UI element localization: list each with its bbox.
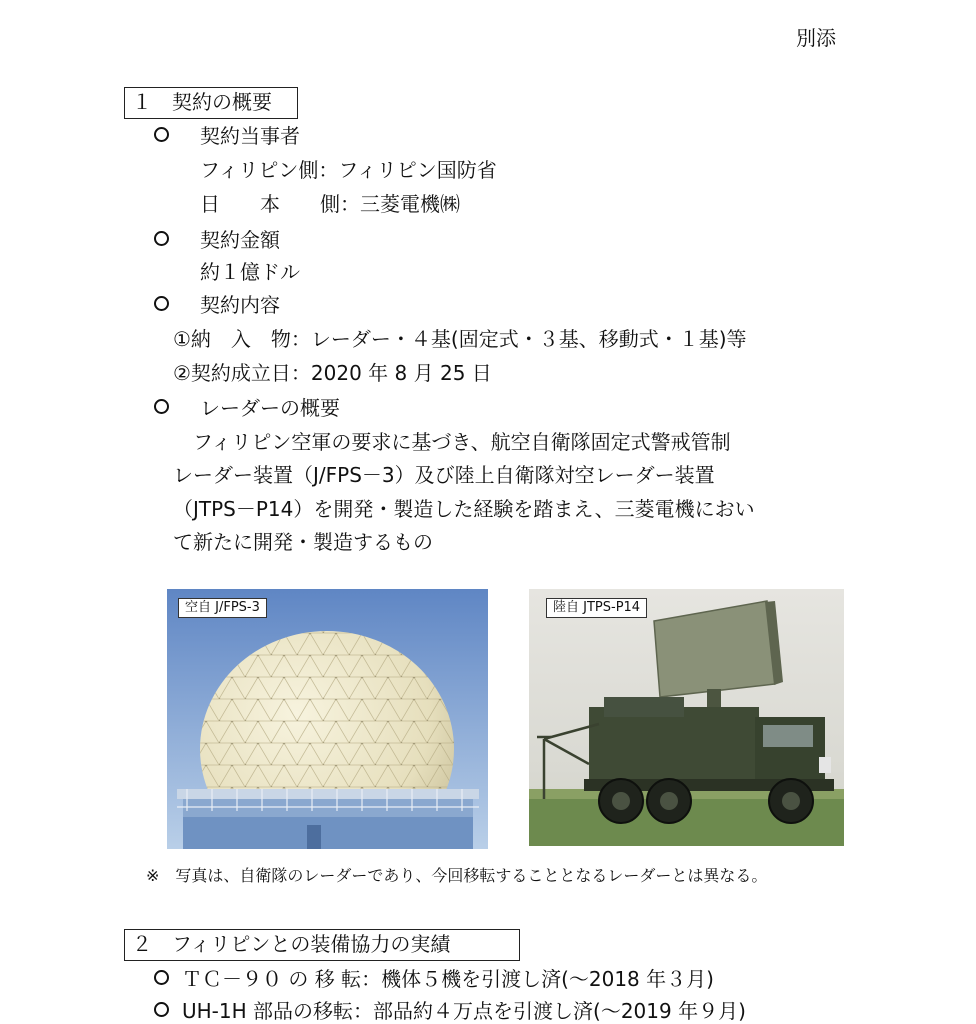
item-title-content: 契約内容	[200, 293, 280, 317]
item-title-radar-overview: レーダーの概要	[200, 396, 340, 420]
photo-note: ※ 写真は、自衛隊のレーダーであり、今回移転することとなるレーダーとは異なる。	[146, 866, 768, 885]
item-title-amount: 契約金額	[200, 228, 280, 252]
content-date: ②契約成立日：2020 年 8 月 25 日	[173, 361, 492, 385]
radar-overview-line: レーダー装置（J/FPS－3）及び陸上自衛隊対空レーダー装置	[173, 463, 715, 487]
photo-label-jtps-p14: 陸自 JTPS-P14	[546, 598, 647, 618]
photo-jfps3	[167, 589, 488, 849]
photo-jtps-p14	[529, 589, 844, 846]
bullet-icon	[154, 399, 169, 414]
bullet-icon	[154, 970, 169, 985]
radome-image	[167, 589, 488, 849]
section2-heading: ２ フィリピンとの装備協力の実績	[132, 932, 451, 956]
section1-heading: １ 契約の概要	[132, 90, 272, 114]
bullet-icon	[154, 1002, 169, 1017]
bullet-icon	[154, 127, 169, 142]
truck-radar-image	[529, 589, 844, 846]
radar-overview-line: て新たに開発・製造するもの	[173, 530, 433, 554]
attachment-label: 別添	[796, 26, 836, 50]
content-delivery: ①納 入 物：レーダー・４基(固定式・３基、移動式・１基)等	[173, 327, 747, 351]
cooperation-uh1h: UH-1H 部品の移転：部品約４万点を引渡し済(～2019 年９月)	[182, 999, 746, 1023]
bullet-icon	[154, 231, 169, 246]
parties-japan: 日 本 側：三菱電機㈱	[200, 192, 460, 216]
photo-label-jfps3: 空自 J/FPS-3	[178, 598, 267, 618]
radar-overview-line: フィリピン空軍の要求に基づき、航空自衛隊固定式警戒管制	[173, 430, 731, 454]
radar-overview-line: （JTPS－P14）を開発・製造した経験を踏まえ、三菱電機におい	[173, 497, 755, 521]
amount-value: 約１億ドル	[200, 260, 300, 284]
parties-philippines: フィリピン側：フィリピン国防省	[200, 158, 497, 182]
item-title-parties: 契約当事者	[200, 124, 300, 148]
bullet-icon	[154, 296, 169, 311]
cooperation-tc90: ＴＣ－９０ の 移 転：機体５機を引渡し済(～2018 年３月)	[182, 967, 714, 991]
